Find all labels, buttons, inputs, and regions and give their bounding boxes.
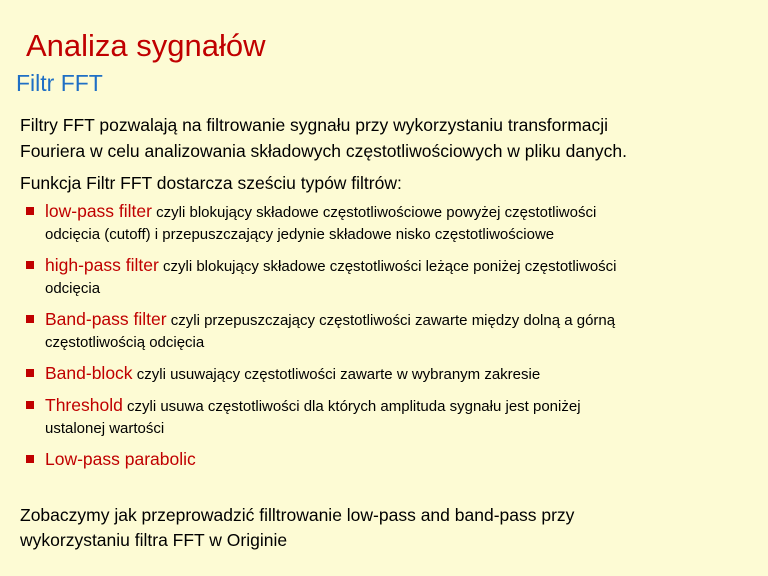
- filter-term: Threshold: [45, 395, 123, 415]
- filter-term: Band-block: [45, 363, 133, 383]
- square-bullet-icon: [26, 401, 34, 409]
- slide-title: Analiza sygnałów: [26, 28, 266, 63]
- filter-term: low-pass filter: [45, 201, 152, 221]
- square-bullet-icon: [26, 315, 34, 323]
- filter-item-low-pass: [26, 200, 746, 246]
- filter-item-threshold: [26, 394, 746, 440]
- intro-text: [20, 112, 750, 196]
- filter-term: high-pass filter: [45, 255, 159, 275]
- filter-description-cont: ustalonej wartości: [45, 420, 165, 437]
- filter-description-cont: częstotliwością odcięcia: [45, 334, 205, 351]
- filter-list: [26, 200, 746, 480]
- intro-line: Filtry FFT pozwalają na filtrowanie sygnału przy wykorzystaniu transformacji: [20, 115, 609, 135]
- filter-description: czyli blokujący składowe częstotliwości leżące poniżej częstotliwości: [158, 258, 617, 275]
- filter-description: czyli przepuszczający częstotliwości zawarte między dolną a górną: [166, 312, 616, 329]
- filter-term: Band-pass filter: [45, 309, 167, 329]
- filter-term: Low-pass parabolic: [45, 449, 196, 469]
- footer-text: [20, 503, 750, 553]
- filter-item-band-pass: [26, 308, 746, 354]
- intro-line: Fouriera w celu analizowania składowych częstotliwościowych w pliku danych.: [20, 141, 627, 161]
- square-bullet-icon: [26, 207, 34, 215]
- square-bullet-icon: [26, 369, 34, 377]
- filter-item-band-block: [26, 362, 746, 386]
- square-bullet-icon: [26, 261, 34, 269]
- filter-description: czyli usuwa częstotliwości dla których amplituda sygnału jest poniżej: [122, 398, 581, 415]
- footer-line: wykorzystaniu filtra FFT w Originie: [20, 530, 288, 550]
- slide-subtitle: Filtr FFT: [16, 70, 103, 96]
- filter-item-high-pass: [26, 254, 746, 300]
- square-bullet-icon: [26, 455, 34, 463]
- filter-description-cont: odcięcia (cutoff) i przepuszczający jedynie składowe nisko częstotliwościowe: [45, 226, 555, 243]
- intro-line: Funkcja Filtr FFT dostarcza sześciu typów filtrów:: [20, 173, 402, 193]
- footer-line: Zobaczymy jak przeprowadzić filltrowanie low-pass and band-pass przy: [20, 505, 575, 525]
- filter-description-cont: odcięcia: [45, 280, 101, 297]
- filter-item-low-pass-parabolic: [26, 448, 746, 472]
- filter-description: czyli usuwający częstotliwości zawarte w wybranym zakresie: [132, 366, 541, 383]
- filter-description: czyli blokujący składowe częstotliwościowe powyżej częstotliwości: [151, 204, 597, 221]
